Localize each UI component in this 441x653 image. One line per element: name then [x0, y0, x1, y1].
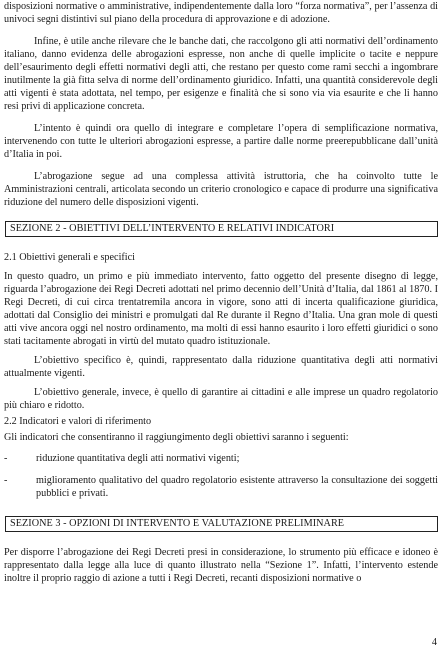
section-3-heading: SEZIONE 3 - OPZIONI DI INTERVENTO E VALUTAZIONE PRELIMINARE — [5, 516, 438, 532]
page-number: 4 — [431, 637, 437, 648]
document-page — [4, 0, 438, 585]
list-item — [4, 452, 438, 465]
paragraph: Gli indicatori che consentiranno il raggiungimento degli obiettivi saranno i seguenti: — [4, 432, 349, 443]
paragraph: L’intento è quindi ora quello di integrare e completare l’opera di semplificazione normativa, intervenendo con tutte le ulteriori abrogazioni espresse, a partire dalle norme preerepubblicane dall’unità d’Italia in poi. — [4, 123, 438, 160]
paragraph: disposizioni normative o amministrative, indipendentemente dalla loro “forza normativa”, per l’assenza di univoci segni distintivi sul piano della procedura di approvazione e di adozione. — [4, 1, 438, 25]
subsection-2-2-heading: 2.2 Indicatori e valori di riferimento — [4, 416, 152, 427]
list-item-text: miglioramento qualitativo del quadro regolatorio esistente attraverso la consultazione dei soggetti pubblici e privati. — [36, 475, 438, 499]
paragraph: Per disporre l’abrogazione dei Regi Decreti presi in considerazione, lo strumento più efficace e idoneo è rappresentato dalla legge alla luce di quanto illustrato nella “Sezione 1”. Infatti, l’intervento estende inoltre il proprio raggio di azione a tutti i Regi Decreti, recanti disposizioni normative o — [4, 547, 438, 584]
list-item-text: riduzione quantitativa degli atti normativi vigenti; — [36, 453, 240, 464]
paragraph: Infine, è utile anche rilevare che le banche dati, che raccolgono gli atti normativi dell’ordinamento italiano, danno evidenza delle abrogazioni espresse, non anche di quelle implicite o tacite e neppure dell’esaurimento degli effetti normativi degli atti, che restano per questo come rami secchi a ingombrare inutilmente la già fitta selva di norme dell’ordinamento giuridico. Infatti, una quantità considerevole degli atti vigenti è stata adottata, nel tempo, per esigenze e finalità che si sono via via esaurite e che li hanno resi privi di applicazione concreta. — [4, 36, 438, 112]
list-item — [4, 474, 438, 500]
subsection-2-1-heading: 2.1 Obiettivi generali e specifici — [4, 252, 135, 263]
section-2-heading: SEZIONE 2 - OBIETTIVI DELL’INTERVENTO E RELATIVI INDICATORI — [5, 221, 438, 237]
bullet-marker: - — [4, 475, 8, 486]
paragraph: L’obiettivo generale, invece, è quello di garantire ai cittadini e alle imprese un quadro regolatorio più chiaro e ridotto. — [4, 387, 438, 411]
paragraph: L’obiettivo specifico è, quindi, rappresentato dalla riduzione quantitativa degli atti normativi attualmente vigenti. — [4, 355, 438, 379]
bullet-marker: - — [4, 453, 8, 464]
paragraph: In questo quadro, un primo e più immediato intervento, fatto oggetto del presente disegno di legge, riguarda l’abrogazione dei Regi Decreti adottati nel primo decennio dell’Unità d’Italia, dal 1861 al 1870. I Regi Decreti, di cui circa trentatremila ancora in vigore, sono atti di incerta qualificazione giuridica, adottati dal Consiglio dei ministri e promulgati dal Re durante il Regno d’Italia. Una gran mole di questi atti vive ancora oggi nel nostro ordinamento, ma molti di essi hanno esaurito i loro effetti giuridici o sono stati tacitamente abrogati in virtù del mutato quadro istituzionale. — [4, 271, 438, 347]
paragraph: L’abrogazione segue ad una complessa attività istruttoria, che ha coinvolto tutte le Amministrazioni centrali, articolata secondo un criterio cronologico e capace di produrre una significativa riduzione del numero delle disposizioni vigenti. — [4, 171, 438, 208]
